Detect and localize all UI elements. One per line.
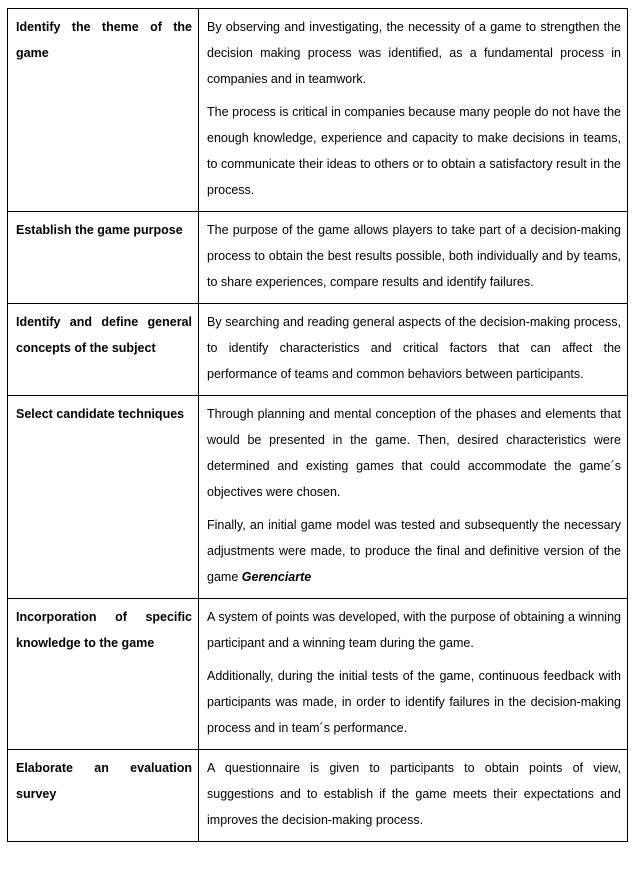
description-paragraph: Through planning and mental conception of the phases and elements that would be presented in the game. Then, desired characteristics were determined and existing games that could accommodate the game´s objectives were chosen.: [207, 407, 621, 499]
table-row: [8, 212, 628, 304]
step-cell: [8, 212, 199, 304]
step-label: Identify and define general concepts of the subject: [16, 315, 192, 355]
paragraph-text: Finally, an initial game model was tested and subsequently the necessary adjustments were made, to produce the final and definitive version of the game: [207, 518, 621, 584]
step-label: Identify the theme of the game: [16, 20, 192, 60]
step-cell: [8, 304, 199, 396]
table-row: [8, 396, 628, 599]
step-label: Incorporation of specific knowledge to the game: [16, 610, 192, 650]
description-paragraph: The process is critical in companies because many people do not have the enough knowledge, experience and capacity to make decisions in teams, to communicate their ideas to others or to obtain a satisfactory result in the process.: [207, 105, 621, 197]
description-cell: [199, 304, 628, 396]
description-cell: [199, 396, 628, 599]
table-row: [8, 750, 628, 842]
methodology-table: [7, 8, 628, 842]
step-cell: [8, 750, 199, 842]
description-cell: [199, 212, 628, 304]
step-cell: [8, 9, 199, 212]
step-label: Elaborate an evaluation survey: [16, 761, 192, 801]
game-name: Gerenciarte: [241, 570, 312, 584]
step-cell: [8, 599, 199, 750]
description-cell: [199, 599, 628, 750]
description-cell: [199, 9, 628, 212]
step-cell: [8, 396, 199, 599]
table-row: [8, 304, 628, 396]
step-label: Establish the game purpose: [16, 223, 183, 237]
table-row: [8, 9, 628, 212]
description-paragraph: By searching and reading general aspects of the decision-making process, to identify characteristics and critical factors that can affect the performance of teams and common behaviors between participants.: [207, 315, 621, 381]
description-paragraph: The purpose of the game allows players to take part of a decision-making process to obtain the best results possible, both individually and by teams, to share experiences, compare results and identify failures.: [207, 223, 621, 289]
description-paragraph: A questionnaire is given to participants to obtain points of view, suggestions and to establish if the game meets their expectations and improves the decision-making process.: [207, 761, 621, 827]
table-row: [8, 599, 628, 750]
description-paragraph: [207, 512, 621, 590]
step-label: Select candidate techniques: [16, 407, 185, 421]
description-cell: [199, 750, 628, 842]
description-paragraph: By observing and investigating, the necessity of a game to strengthen the decision making process was identified, as a fundamental process in companies and in teamwork.: [207, 20, 621, 86]
description-paragraph: A system of points was developed, with the purpose of obtaining a winning participant and a winning team during the game.: [207, 610, 621, 650]
description-paragraph: Additionally, during the initial tests of the game, continuous feedback with participants was made, in order to identify failures in the decision-making process and in team´s performance.: [207, 669, 621, 735]
